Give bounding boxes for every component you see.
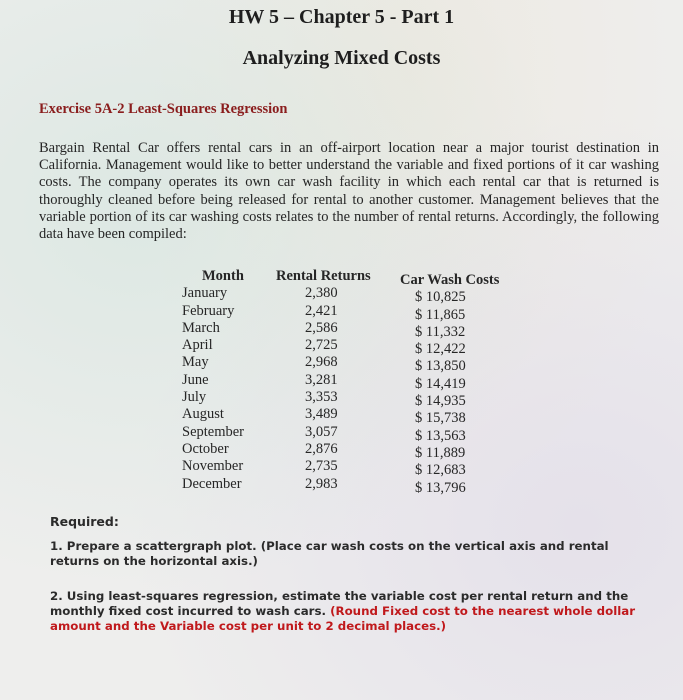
car-wash-cost-cell: $ 13,563	[415, 427, 466, 444]
page-title: HW 5 – Chapter 5 - Part 1	[228, 6, 455, 28]
rental-returns-cell: 3,281	[305, 371, 338, 388]
rental-returns-column	[276, 268, 371, 493]
car-wash-cost-cell: $ 14,935	[415, 393, 466, 410]
rental-returns-cell: 2,380	[305, 285, 338, 302]
rental-returns-cell: 3,489	[305, 406, 338, 423]
rental-returns-cell: 3,353	[305, 389, 338, 406]
rental-returns-cell: 2,983	[305, 475, 338, 492]
car-wash-cost-cell: $ 14,419	[415, 375, 466, 392]
car-wash-cost-cell: $ 11,889	[415, 444, 466, 461]
month-cell: March	[182, 319, 220, 336]
month-cell: February	[182, 302, 235, 319]
month-cell: May	[182, 354, 209, 371]
rounding-instructions: (Round Fixed cost to the nearest whole dollar amount and the Variable cost per unit to 2 decimal places.)	[50, 604, 636, 633]
month-cell: January	[182, 285, 228, 302]
rental-returns-cell: 2,725	[305, 337, 338, 354]
rental-returns-cell: 2,876	[305, 440, 338, 457]
rental-returns-cell: 2,421	[305, 302, 338, 319]
required-heading: Required:	[50, 514, 119, 529]
car-wash-costs-column	[400, 272, 499, 497]
month-cell: April	[182, 337, 213, 354]
rental-returns-cell: 2,586	[305, 319, 338, 336]
required-item-2	[50, 589, 640, 634]
month-cell: July	[182, 389, 207, 406]
car-wash-cost-cell: $ 13,796	[415, 479, 466, 496]
month-cell: June	[182, 371, 209, 388]
exercise-paragraph: Bargain Rental Car offers rental cars in an off-airport location near a major tourist destination in California. Management would like to better understand the variable and fixed portions of it car washing costs. The company operates its own car wash facility in which each rental car that is returned is thoroughly cleaned before being released for rental to another customer. Management believes that the variable portion of its car washing costs relates to the number of rental returns. Accordingly, the following data have been compiled:	[39, 140, 659, 243]
required-item-2-text: 2. Using least-squares regression, estimate the variable cost per rental return and the monthly fixed cost incurred to wash cars.	[50, 589, 629, 618]
rental-returns-cell: 3,057	[305, 423, 338, 440]
month-cell: December	[182, 475, 242, 492]
car-wash-cost-cell: $ 11,865	[415, 306, 466, 323]
car-wash-cost-cell: $ 12,422	[415, 341, 466, 358]
page-subtitle: Analyzing Mixed Costs	[242, 47, 441, 69]
car-wash-cost-cell: $ 12,683	[415, 462, 466, 479]
car-wash-cost-cell: $ 15,738	[415, 410, 466, 427]
required-item-1: 1. Prepare a scattergraph plot. (Place car wash costs on the vertical axis and rental returns on the horizontal axis.)	[50, 539, 609, 568]
month-column	[182, 268, 244, 493]
month-cell: November	[182, 458, 244, 475]
car-wash-cost-cell: $ 13,850	[415, 358, 466, 375]
month-cell: September	[182, 423, 245, 440]
month-cell: August	[182, 406, 224, 423]
month-header: Month	[202, 268, 244, 284]
rental-returns-cell: 2,968	[305, 354, 338, 371]
rental-returns-header: Rental Returns	[276, 268, 371, 284]
month-cell: October	[182, 440, 229, 457]
rental-returns-cell: 2,735	[305, 458, 338, 475]
car-wash-costs-header: Car Wash Costs	[400, 272, 500, 288]
exercise-heading: Exercise 5A-2 Least-Squares Regression	[39, 101, 288, 117]
car-wash-cost-cell: $ 11,332	[415, 323, 466, 340]
car-wash-cost-cell: $ 10,825	[415, 289, 466, 306]
